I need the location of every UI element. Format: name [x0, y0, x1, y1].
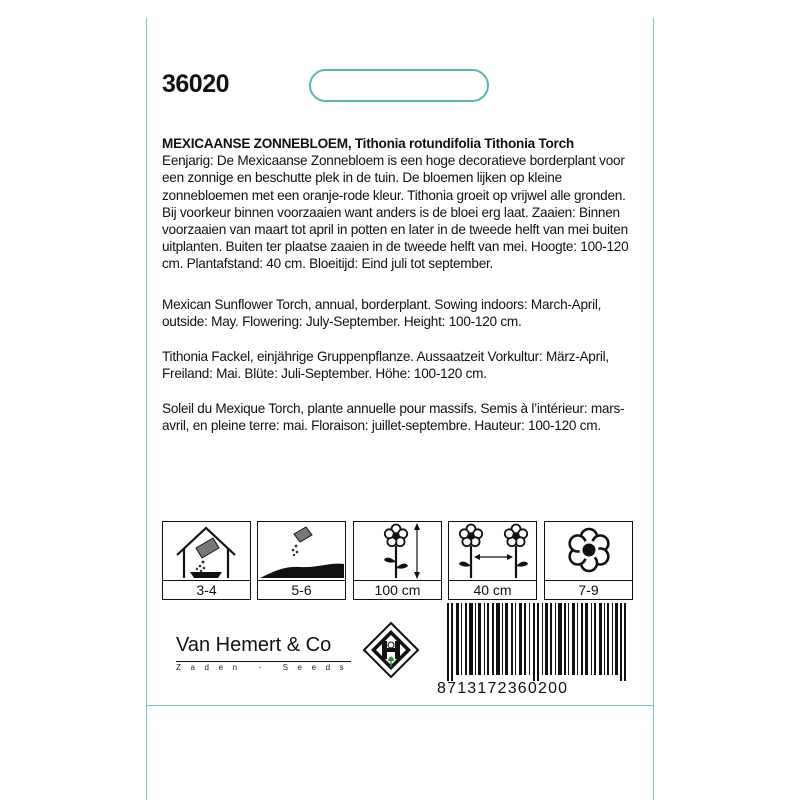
description-german-body: , einjährige Gruppenpflanze. Aussaatzeit Vorkultur: März-April, Freiland: Mai. Blüte: Juli-September. Höhe: 100-120 cm. — [162, 349, 609, 382]
outdoor-sowing-value: 5-6 — [291, 582, 312, 598]
label-field — [309, 69, 489, 102]
indoor-sowing-icon — [163, 522, 250, 580]
outdoor-sowing-icon — [258, 522, 345, 580]
description-dutch — [162, 135, 640, 273]
plant-height-icon — [354, 522, 441, 580]
flowering-icon — [545, 522, 632, 580]
plant-height-value: 100 cm — [374, 582, 421, 598]
icon-box-indoor-sowing — [162, 521, 251, 600]
brand-name: Van Hemert & Co — [176, 634, 332, 656]
description-dutch-title: MEXICAANSE ZONNEBLOEM, Tithonia rotundifolia Tithonia Torch — [162, 136, 574, 151]
panel-divider — [146, 705, 654, 706]
icon-box-plant-height — [353, 521, 442, 600]
description-dutch-body: Eenjarig: De Mexicaanse Zonnebloem is een hoge decoratieve borderplant voor een zonnige en beschutte plek in de tuin. De bloemen lijken op kleine zonnebloemen met een oranje-rode kleur. Tithonia groeit op vrijwel alle gronden. Bij voorkeur binnen voorzaaien want anders is de bloei erg laat. Zaaien: Binnen voorzaaien van maart tot april in potten en later in de tweede helft van mei buiten uitplanten. Buiten ter plaatse zaaien in de tweede helft van mei. Hoogte: 100-120 cm. Plantafstand: 40 cm. Bloeitijd: Eind juli tot september. — [162, 153, 629, 272]
description-german — [162, 348, 640, 382]
description-german-title: Tithonia Fackel — [162, 349, 250, 364]
barcode — [447, 603, 635, 681]
brand-logo-icon — [362, 621, 420, 679]
plant-spacing-value: 40 cm — [473, 582, 512, 598]
description-english — [162, 296, 640, 330]
brand-tagline: Zaden - Seeds — [176, 663, 354, 672]
plant-spacing-icon — [449, 522, 536, 580]
brand-underline — [176, 661, 351, 662]
flowering-value: 7-9 — [578, 582, 599, 598]
icon-box-outdoor-sowing — [257, 521, 346, 600]
description-english-title: Mexican Sunflower Torch — [162, 297, 308, 312]
icon-box-flowering — [544, 521, 633, 600]
product-code: 36020 — [162, 70, 230, 98]
description-english-body: , annual, borderplant. Sowing indoors: March-April, outside: May. Flowering: July-September. Height: 100-120 cm. — [162, 297, 602, 330]
icon-box-plant-spacing — [448, 521, 537, 600]
description-french-body: , plante annuelle pour massifs. Semis à l’intérieur: mars-avril, en pleine terre: mai. Floraison: juillet-septembre. Hauteur: 100-120 cm. — [162, 401, 625, 434]
description-french-title: Soleil du Mexique Torch — [162, 401, 301, 416]
indoor-sowing-value: 3-4 — [196, 582, 217, 598]
description-french — [162, 400, 640, 434]
barcode-number: 8713172360200 — [437, 680, 569, 697]
